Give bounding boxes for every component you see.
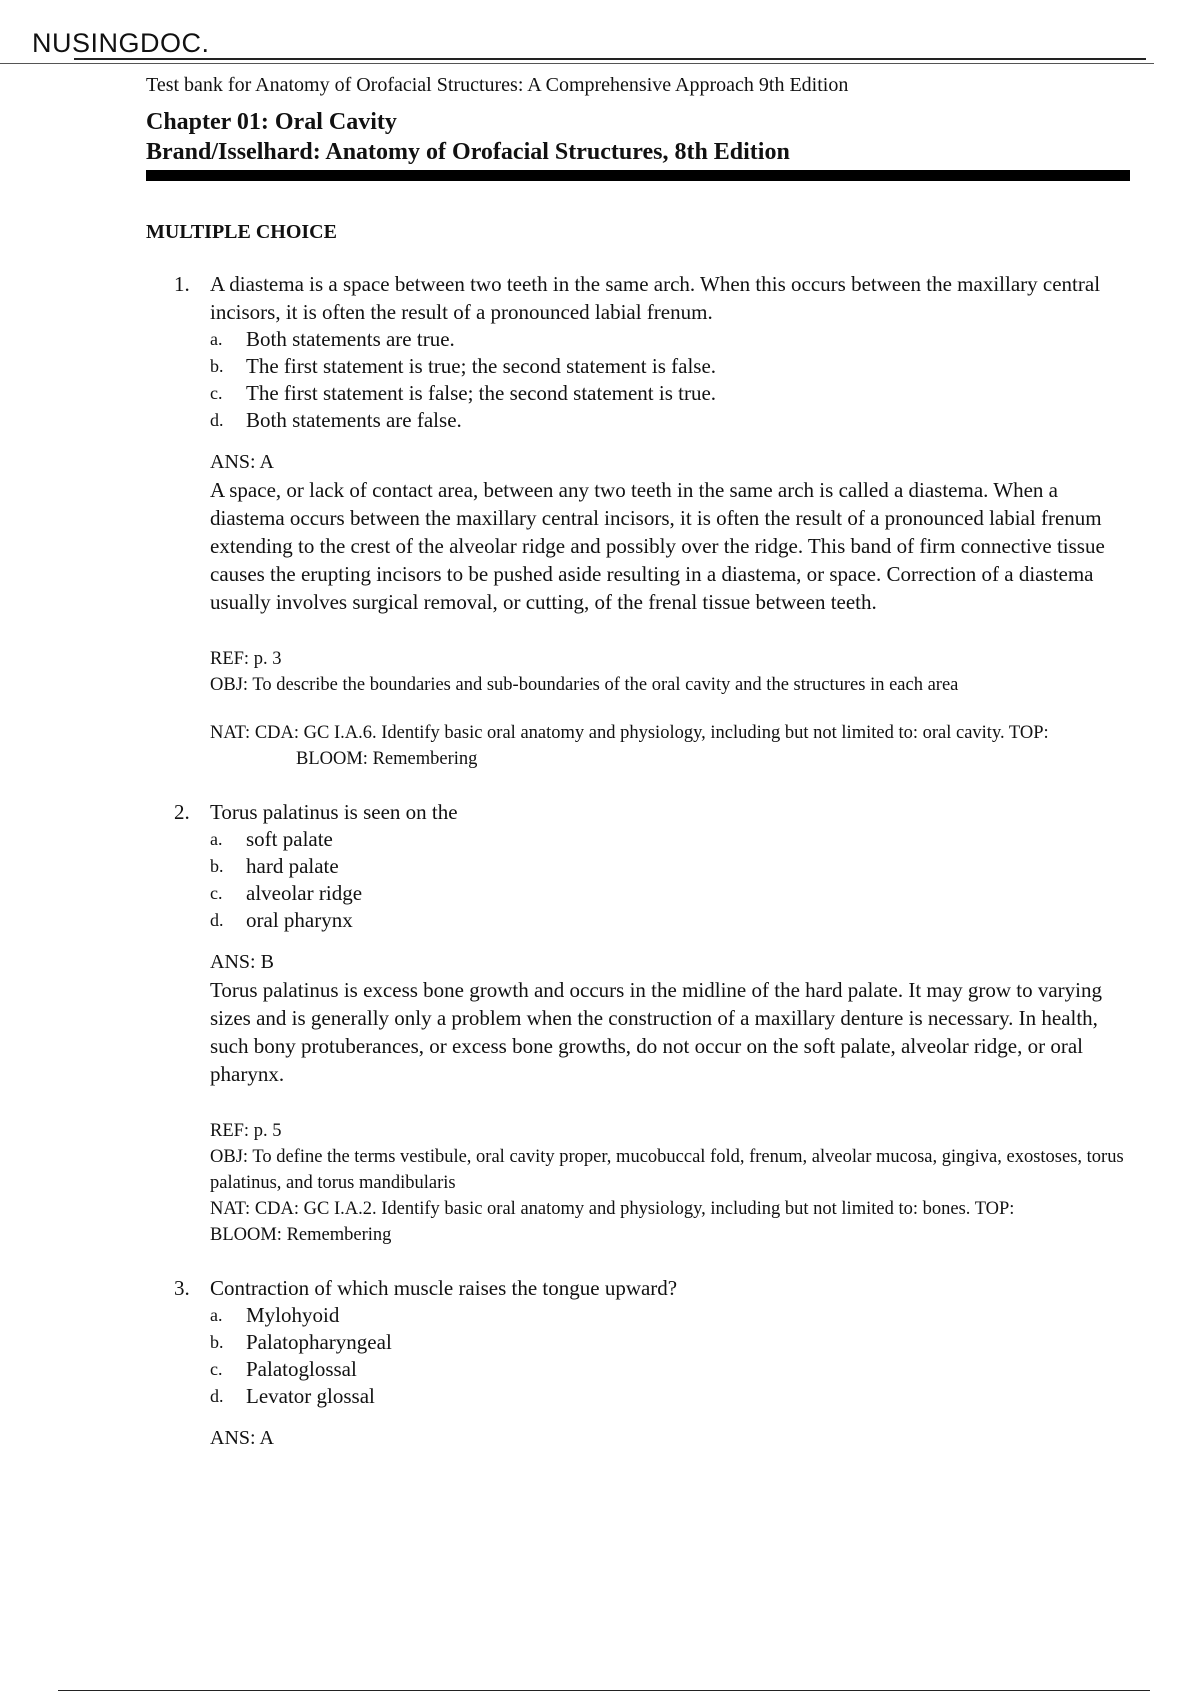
question-1 (146, 270, 1134, 772)
brand-underline (74, 58, 1146, 60)
option-letter: d. (210, 1386, 224, 1406)
standard (210, 720, 1134, 772)
reference: REF: p. 3 (210, 649, 282, 669)
answer-key: ANS: A (210, 451, 274, 473)
question-text: Contraction of which muscle raises the tongue upward? (210, 1276, 678, 1300)
option-text: The first statement is false; the second statement is true. (246, 381, 717, 405)
option-text: Both statements are false. (246, 408, 462, 432)
question-number: 3. (174, 1276, 190, 1300)
option-letter: d. (210, 410, 224, 430)
option-letter: c. (210, 1359, 223, 1379)
option-d (210, 407, 1134, 434)
option-letter: c. (210, 383, 223, 403)
question-text: A diastema is a space between two teeth in the same arch. When this occurs between the maxillary central incisors, it is often the result of a pronounced labial frenum. (210, 272, 1101, 324)
title-divider (146, 170, 1130, 181)
option-letter: a. (210, 829, 223, 849)
option-a (210, 1302, 1134, 1329)
option-letter: a. (210, 1305, 223, 1325)
bloom-level: BLOOM: Remembering (210, 1225, 392, 1245)
option-text: Mylohyoid (246, 1303, 340, 1327)
option-text: The first statement is true; the second statement is false. (246, 354, 717, 378)
option-letter: b. (210, 356, 224, 376)
option-text: Palatoglossal (246, 1357, 357, 1381)
option-d (210, 907, 1134, 934)
objective: OBJ: To describe the boundaries and sub-boundaries of the oral cavity and the structures in each area (210, 675, 959, 695)
option-c (210, 1356, 1134, 1383)
option-c (210, 380, 1134, 407)
answer-key: ANS: B (210, 951, 274, 973)
objective: OBJ: To define the terms vestibule, oral cavity proper, mucobuccal fold, frenum, alveolar mucosa, gingiva, exostoses, torus palatinus, and torus mandibularis (210, 1147, 1124, 1193)
question-2 (146, 798, 1134, 1248)
question-text: Torus palatinus is seen on the (210, 800, 458, 824)
chapter-title: Chapter 01: Oral Cavity (146, 109, 397, 135)
option-letter: a. (210, 329, 223, 349)
option-text: Both statements are true. (246, 327, 455, 351)
standard-text: NAT: CDA: GC I.A.6. Identify basic oral anatomy and physiology, including but not limited to: oral cavity. TOP: (210, 723, 1049, 743)
option-c (210, 880, 1134, 907)
answer-key: ANS: A (210, 1427, 274, 1449)
question-3 (146, 1274, 1134, 1452)
brand-label: NUSINGDOC. (32, 28, 210, 58)
option-a (210, 826, 1134, 853)
reference: REF: p. 5 (210, 1121, 282, 1141)
section-heading: MULTIPLE CHOICE (146, 221, 337, 243)
standard-text: NAT: CDA: GC I.A.2. Identify basic oral anatomy and physiology, including but not limited to: bones. TOP: (210, 1199, 1015, 1219)
option-b (210, 1329, 1134, 1356)
question-number: 2. (174, 800, 190, 824)
rationale: Torus palatinus is excess bone growth and occurs in the midline of the hard palate. It may grow to varying sizes and is generally only a problem when the construction of a maxillary denture is necessary. In health, such bony protuberances, or excess bone growths, do not occur on the soft palate, alveolar ridge, or oral pharynx. (210, 978, 1102, 1086)
option-a (210, 326, 1134, 353)
question-number: 1. (174, 272, 190, 296)
answer-options (210, 826, 1134, 934)
testbank-title: Test bank for Anatomy of Orofacial Structures: A Comprehensive Approach 9th Edition (146, 74, 849, 96)
option-d (210, 1383, 1134, 1410)
option-letter: c. (210, 883, 223, 903)
option-text: Palatopharyngeal (246, 1330, 392, 1354)
option-text: oral pharynx (246, 908, 353, 932)
option-letter: d. (210, 910, 224, 930)
option-text: Levator glossal (246, 1384, 375, 1408)
document-body (146, 74, 1134, 1478)
answer-options (210, 326, 1134, 434)
option-b (210, 353, 1134, 380)
bloom-level: BLOOM: Remembering (296, 749, 478, 769)
standard (210, 1196, 1134, 1248)
answer-options (210, 1302, 1134, 1410)
option-text: alveolar ridge (246, 881, 363, 905)
option-letter: b. (210, 1332, 224, 1352)
option-text: hard palate (246, 854, 339, 878)
option-b (210, 853, 1134, 880)
option-letter: b. (210, 856, 224, 876)
book-title: Brand/Isselhard: Anatomy of Orofacial Structures, 8th Edition (146, 139, 790, 165)
rationale: A space, or lack of contact area, between any two teeth in the same arch is called a diastema. When a diastema occurs between the maxillary central incisors, it is often the result of a pronounced labial frenum extending to the crest of the alveolar ridge and possibly over the ridge. This band of firm connective tissue causes the erupting incisors to be pushed aside resulting in a diastema, or space. Correction of a diastema usually involves surgical removal, or cutting, of the frenal tissue between teeth. (210, 478, 1105, 614)
option-text: soft palate (246, 827, 333, 851)
header-divider (0, 63, 1154, 64)
footer-divider (58, 1690, 1150, 1691)
